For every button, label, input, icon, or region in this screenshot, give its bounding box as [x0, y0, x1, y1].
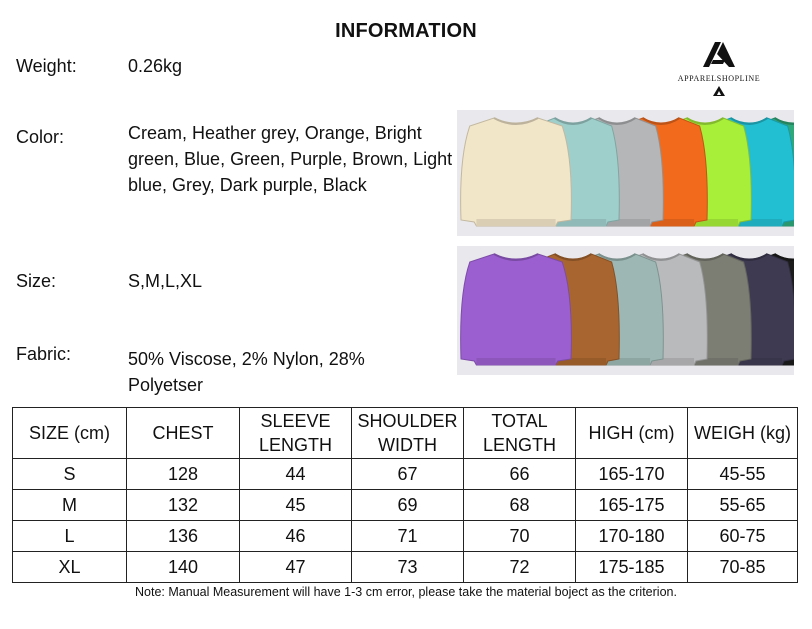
table-cell: 132: [127, 490, 240, 521]
table-cell: 70: [464, 521, 576, 552]
color-value: Cream, Heather grey, Orange, Bright green, Blue, Green, Purple, Brown, Light blue, Grey, Dark purple, Black: [128, 123, 453, 195]
table-row: [13, 521, 798, 552]
product-photo-top: [457, 110, 794, 236]
header-cell: [688, 408, 798, 459]
header-cell: [576, 408, 688, 459]
sweater-1: [461, 254, 572, 365]
table-cell: 47: [240, 552, 352, 583]
header-line: SIZE (cm): [29, 423, 110, 443]
table-cell: 165-175: [576, 490, 688, 521]
header-line: CHEST: [152, 423, 214, 443]
size-label: Size:: [16, 271, 57, 291]
table-cell: L: [13, 521, 127, 552]
size-value: S,M,L,XL: [128, 271, 203, 291]
header-line: SHOULDER: [357, 411, 458, 431]
table-cell: 45-55: [688, 459, 798, 490]
table-cell: 46: [240, 521, 352, 552]
table-row: [13, 552, 798, 583]
table-cell: 175-185: [576, 552, 688, 583]
table-cell: 70-85: [688, 552, 798, 583]
table-cell: 71: [352, 521, 464, 552]
table-cell: 45: [240, 490, 352, 521]
table-cell: 67: [352, 459, 464, 490]
header-cell: [127, 408, 240, 459]
product-photo-bottom: [457, 246, 794, 375]
table-cell: 68: [464, 490, 576, 521]
table-cell: 73: [352, 552, 464, 583]
weight-label: Weight:: [16, 56, 77, 76]
table-cell: 128: [127, 459, 240, 490]
table-cell: M: [13, 490, 127, 521]
header-cell: [240, 408, 352, 459]
table-cell: 170-180: [576, 521, 688, 552]
header-line: WIDTH: [378, 435, 437, 455]
table-row: [13, 490, 798, 521]
header-cell: [464, 408, 576, 459]
header-line: LENGTH: [482, 435, 556, 455]
table-cell: 165-170: [576, 459, 688, 490]
fabric-value: 50% Viscose, 2% Nylon, 28% Polyetser: [128, 349, 365, 395]
table-cell: 136: [127, 521, 240, 552]
table-row: [13, 459, 798, 490]
table-cell: XL: [13, 552, 127, 583]
header-line: SLEEVE: [260, 411, 331, 431]
header-line: WEIGH (kg): [694, 423, 791, 443]
measurement-note: Note: Manual Measurement will have 1-3 cm error, please take the material boject as the criterion.: [135, 585, 677, 599]
table-header-row: [13, 408, 798, 459]
header-line: LENGTH: [258, 435, 332, 455]
header-line: TOTAL: [491, 411, 548, 431]
table-cell: 72: [464, 552, 576, 583]
table-cell: 140: [127, 552, 240, 583]
sweater-1: [461, 118, 572, 226]
table-cell: 60-75: [688, 521, 798, 552]
weight-value: 0.26kg: [128, 56, 183, 76]
header-line: HIGH (cm): [588, 423, 675, 443]
page-title: INFORMATION: [335, 20, 477, 42]
table-cell: 69: [352, 490, 464, 521]
table-cell: 66: [464, 459, 576, 490]
brand-logo: [672, 40, 766, 102]
table-cell: S: [13, 459, 127, 490]
table-cell: 55-65: [688, 490, 798, 521]
header-cell: [352, 408, 464, 459]
brand-mark-icon: [699, 40, 739, 68]
table-cell: 44: [240, 459, 352, 490]
fabric-label: Fabric:: [16, 344, 72, 364]
header-cell: [13, 408, 127, 459]
brand-small-mark-icon: [713, 86, 725, 96]
color-label: Color:: [16, 127, 65, 147]
brand-name: APPARELSHOPLINE: [677, 74, 761, 83]
size-chart-table: [12, 407, 798, 583]
